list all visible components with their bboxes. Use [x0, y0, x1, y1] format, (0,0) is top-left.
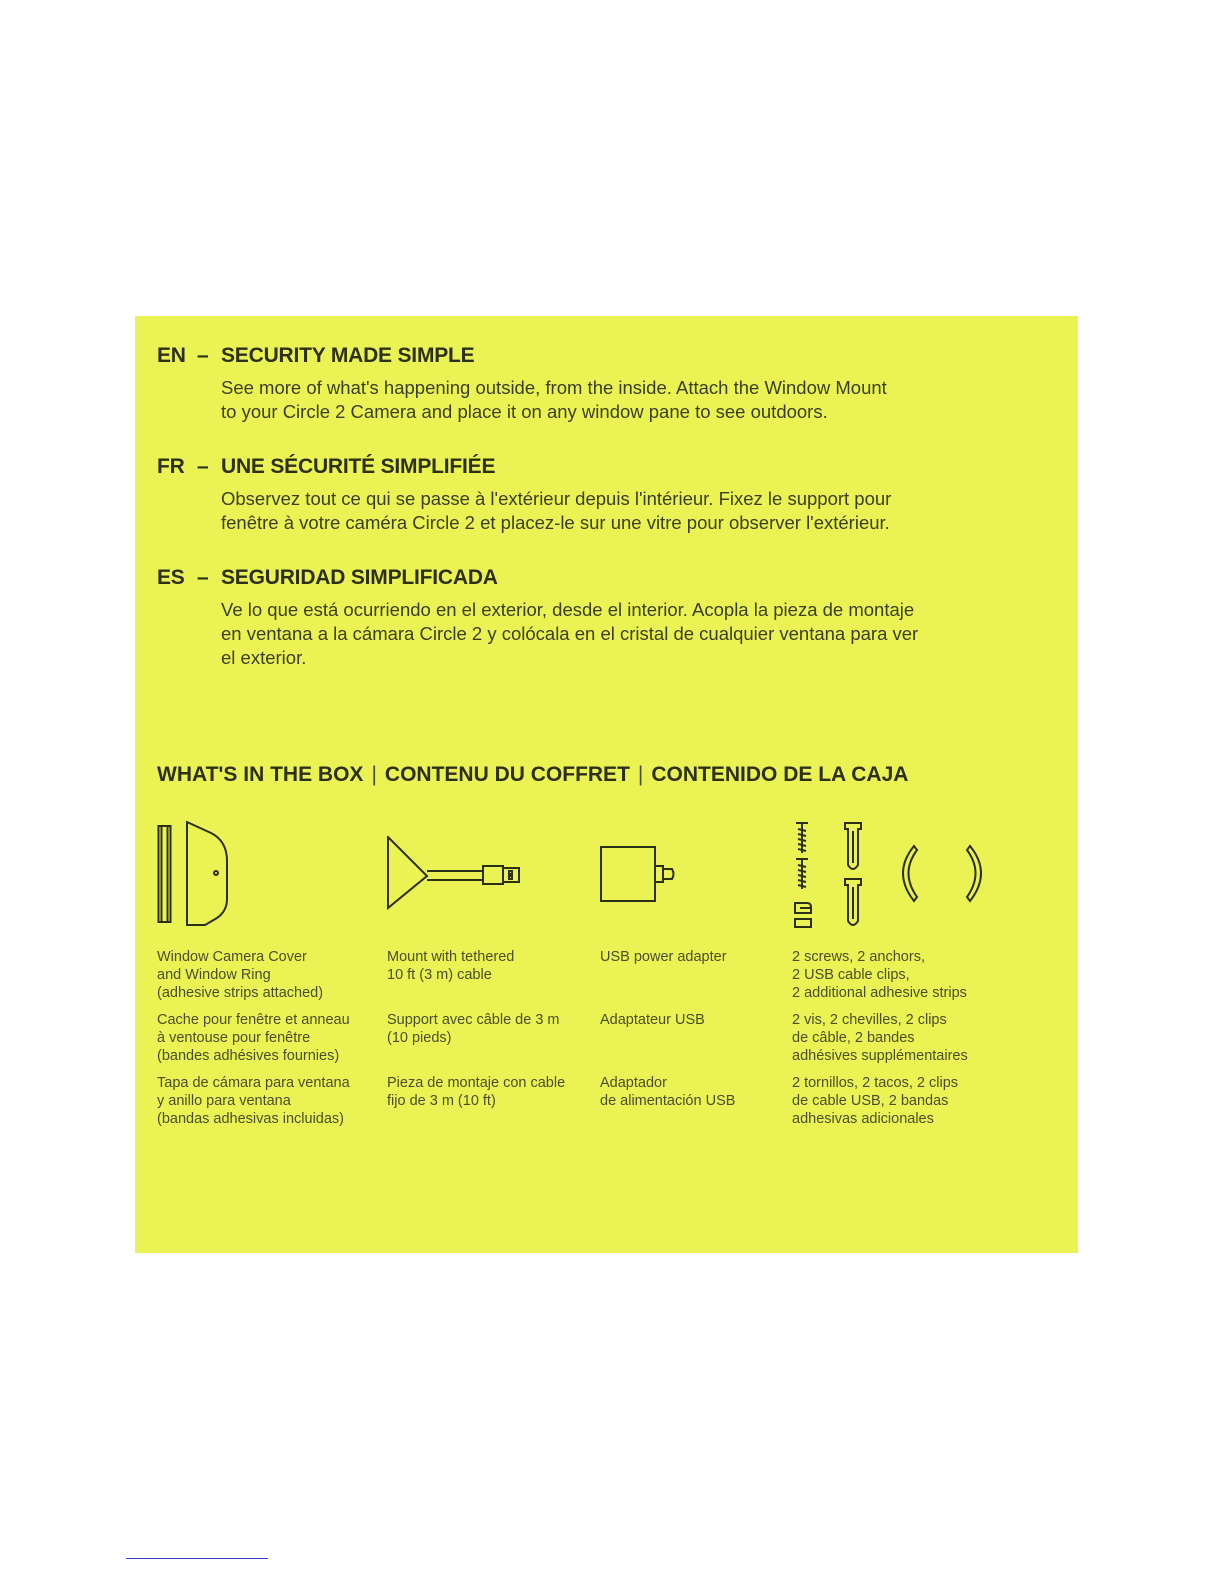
- item-desc-en: 2 screws, 2 anchors, 2 USB cable clips, 2 additional adhesive strips: [792, 949, 967, 1001]
- box-title-fr: CONTENU DU COFFRET: [384, 763, 630, 786]
- section-body: Ve lo que está ocurriendo en el exterior, desde el interior. Acopla la pieza de montaje en ventana a la cámara Circle 2 y colócala en el cristal de cualquier ventana para ver el exterior.: [221, 599, 919, 668]
- item-desc-fr: Adaptateur USB: [600, 1012, 705, 1028]
- item-desc-en: USB power adapter: [600, 949, 727, 965]
- box-title-es: CONTENIDO DE LA CAJA: [651, 763, 909, 786]
- item-desc-es: Adaptador de alimentación USB: [600, 1075, 736, 1109]
- lang-code: ES: [157, 566, 185, 589]
- lang-code: FR: [157, 455, 185, 478]
- hardware-kit-icon: [792, 821, 997, 931]
- item-desc-fr: Cache pour fenêtre et anneau à ventouse pour fenêtre (bandes adhésives fournies): [157, 1012, 350, 1064]
- section-title: UNE SÉCURITÉ SIMPLIFIÉE: [221, 455, 496, 478]
- section-heading: [157, 455, 1037, 479]
- section-title: SEGURIDAD SIMPLIFICADA: [221, 566, 498, 589]
- section-heading: [157, 566, 1037, 590]
- power-adapter-icon: [600, 846, 680, 906]
- item-desc-fr: Support avec câble de 3 m (10 pieds): [387, 1012, 560, 1046]
- box-title: [157, 763, 908, 787]
- dash: –: [197, 455, 209, 478]
- window-cover-icon: [157, 821, 232, 927]
- item-desc-en: Mount with tethered 10 ft (3 m) cable: [387, 949, 515, 983]
- dash: –: [197, 566, 209, 589]
- item-desc-es: Tapa de cámara para ventana y anillo para ventana (bandas adhesivas incluidas): [157, 1075, 350, 1127]
- item-desc-es: Pieza de montaje con cable fijo de 3 m (10 ft): [387, 1075, 566, 1109]
- section-body: Observez tout ce qui se passe à l'extérieur depuis l'intérieur. Fixez le support pour fenêtre à votre caméra Circle 2 et placez-le sur une vitre pour observer l'extérieur.: [221, 488, 892, 533]
- footnote-rule: [126, 1558, 268, 1559]
- item-desc-es: 2 tornillos, 2 tacos, 2 clips de cable USB, 2 bandas adhesivas adicionales: [792, 1075, 959, 1127]
- mount-cable-icon: [387, 836, 522, 911]
- section-es: [157, 566, 1037, 670]
- item-column: [387, 948, 597, 1110]
- item-desc-en: Window Camera Cover and Window Ring (adhesive strips attached): [157, 949, 324, 1001]
- section-en: [157, 344, 1037, 424]
- dash: –: [197, 344, 209, 367]
- lang-code: EN: [157, 344, 186, 367]
- item-desc-fr: 2 vis, 2 chevilles, 2 clips de câble, 2 bandes adhésives supplémentaires: [792, 1012, 968, 1064]
- title-separator: |: [637, 763, 644, 786]
- section-body: See more of what's happening outside, from the inside. Attach the Window Mount to your Circle 2 Camera and place it on any window pane to see outdoors.: [221, 377, 887, 422]
- item-column: [792, 948, 1032, 1128]
- section-title: SECURITY MADE SIMPLE: [221, 344, 475, 367]
- title-separator: |: [371, 763, 377, 786]
- yellow-panel: [135, 316, 1078, 1253]
- item-column: [600, 948, 785, 1110]
- section-heading: [157, 344, 1037, 368]
- box-title-en: WHAT'S IN THE BOX: [157, 763, 364, 786]
- section-fr: [157, 455, 1037, 535]
- item-column: [157, 948, 382, 1128]
